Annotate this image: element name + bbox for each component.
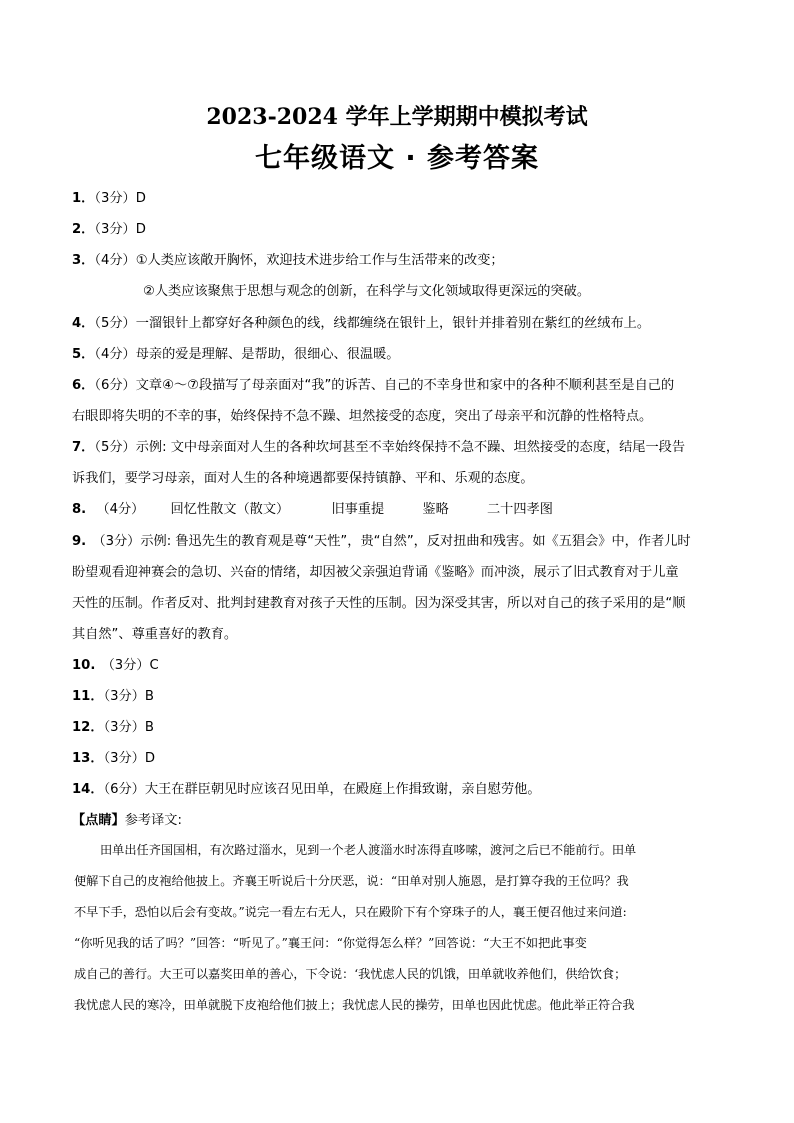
answer-12 [72,716,154,735]
question-score: （3分） [101,658,150,673]
answer-6-line-2: 右眼即将失明的不幸的事，始终保持不急不躁、坦然接受的态度，突出了母亲平和沉静的性格特点。 [72,409,653,424]
answer-6 [72,374,674,393]
answer-text: 示例: 文中母亲面对人生的各种坎坷甚至不幸始终保持不急不躁、坦然接受的态度，结尾一段告 [135,440,686,455]
answer-9-line-4: 其自然”、尊重喜好的教育。 [72,627,238,642]
question-score: （4分） [94,253,136,268]
note-label: 【点睛】 [72,813,125,828]
page-title: 2023-2024 学年上学期期中模拟考试 [206,104,588,130]
translation-line-3: 不早下手，恐怕以后会有变故。”说完一看左右无人，只在殿阶下有个穿珠子的人，襄王便召他过来问道: [74,905,627,919]
answer-text: C [149,658,159,673]
answer-text: D [135,222,146,237]
answer-blank-2: 旧事重提 [331,502,385,517]
answer-1 [72,187,146,206]
answer-9 [72,530,691,549]
question-number: 11． [72,689,104,704]
answer-blank-4: 二十四孝图 [486,502,553,517]
answer-2 [72,218,146,237]
question-number: 13． [72,751,104,766]
question-score: （3分） [103,751,145,766]
question-number: 2． [72,222,95,237]
question-number: 5． [72,347,95,362]
answer-text: 母亲的爱是理解、是帮助，很细心、很温暖。 [135,347,400,362]
answer-text: 一溜银针上都穿好各种颜色的线，线都缠绕在银针上，银针并排着别在紫红的丝绒布上。 [135,316,651,331]
answer-text: 示例: 鲁迅先生的教育观是尊“天性”，贵“自然”，反对扭曲和残害。如《五猖会》中，作者儿时 [140,534,691,549]
question-score: （5分） [94,316,136,331]
answer-9-line-2: 盼望观看迎神赛会的急切、兴奋的情绪，却因被父亲强迫背诵《鉴略》而冲淡，展示了旧式教育对于儿童 [72,565,679,580]
question-score: （3分） [103,689,145,704]
translation-line-2: 便解下自己的皮袍给他披上。齐襄王听说后十分厌恶，说：“田单对别人施恩，是打算夺我的王位吗？我 [74,874,629,888]
answer-5 [72,343,399,362]
answer-text: ①人类应该敞开胸怀，欢迎技术进步给工作与生活带来的改变； [135,253,504,268]
page-subtitle: 七年级语文 · 参考答案 [254,143,540,174]
question-score: （6分） [94,378,136,393]
question-score: （6分） [103,782,145,797]
note-heading [72,809,182,828]
answer-10 [72,654,159,673]
answer-7-line-2: 诉我们，要学习母亲，面对人生的各种境遇都要保持镇静、平和、乐观的态度。 [72,471,534,486]
translation-line-4: “你听见我的话了吗？”回答：“听见了。”襄王问：“你觉得怎么样？”回答说：“大王不如把此事变 [74,936,587,950]
question-score: （3分） [94,222,136,237]
translation-line-5: 成自己的善行。大王可以嘉奖田单的善心，下令说：‘我忧虑人民的饥饿，田单就收养他们，供给饮食； [74,967,627,981]
answer-3-line-2: ②人类应该聚焦于思想与观念的创新，在科学与文化领域取得更深远的突破。 [143,284,591,299]
answer-text: B [144,689,154,704]
answer-text: D [144,751,156,766]
answer-3 [72,249,504,268]
note-text: 参考译文: [124,813,182,828]
answer-11 [72,685,154,704]
question-score: （3分） [103,720,145,735]
question-score: （4分） [94,347,136,362]
answer-text: 大王在群臣朝见时应该召见田单，在殿庭上作揖致谢，亲自慰劳他。 [144,782,541,797]
answer-blank-1: 回忆性散文（散文） [170,502,290,517]
question-score: （5分） [94,440,136,455]
question-number: 7． [72,440,95,455]
question-number: 12． [72,720,104,735]
translation-line-1: 田单出任齐国国相，有次路过淄水，见到一个老人渡淄水时冻得直哆嗦，渡河之后已不能前行。田单 [100,843,637,857]
answer-7 [72,436,685,455]
question-number: 8. [72,502,87,517]
question-number: 10. [72,658,96,673]
question-score: （4分） [96,502,145,517]
question-number: 4． [72,316,95,331]
answer-8 [72,498,553,517]
question-number: 6． [72,378,95,393]
answer-text: B [144,720,154,735]
question-score: （3分） [92,534,141,549]
answer-14 [72,778,541,797]
answer-13 [72,747,155,766]
answer-blank-3: 鉴略 [422,502,449,517]
question-score: （3分） [94,191,136,206]
answer-9-line-3: 天性的压制。作者反对、批判封建教育对孩子天性的压制。因为深受其害，所以对自己的孩子采用的是“顺 [72,596,686,611]
question-number: 3． [72,253,95,268]
translation-line-6: 我忧虑人民的寒冷，田单就脱下皮袍给他们披上；我忧虑人民的操劳，田单也因此忧虑。他此举正符合我 [74,998,635,1012]
question-number: 1． [72,191,95,206]
answer-4 [72,312,650,331]
answer-text: D [135,191,146,206]
answer-text: 文章④～⑦段描写了母亲面对“我”的诉苦、自己的不幸身世和家中的各种不顺利甚至是自己的 [135,378,675,393]
question-number: 14． [72,782,104,797]
question-number: 9. [72,534,87,549]
